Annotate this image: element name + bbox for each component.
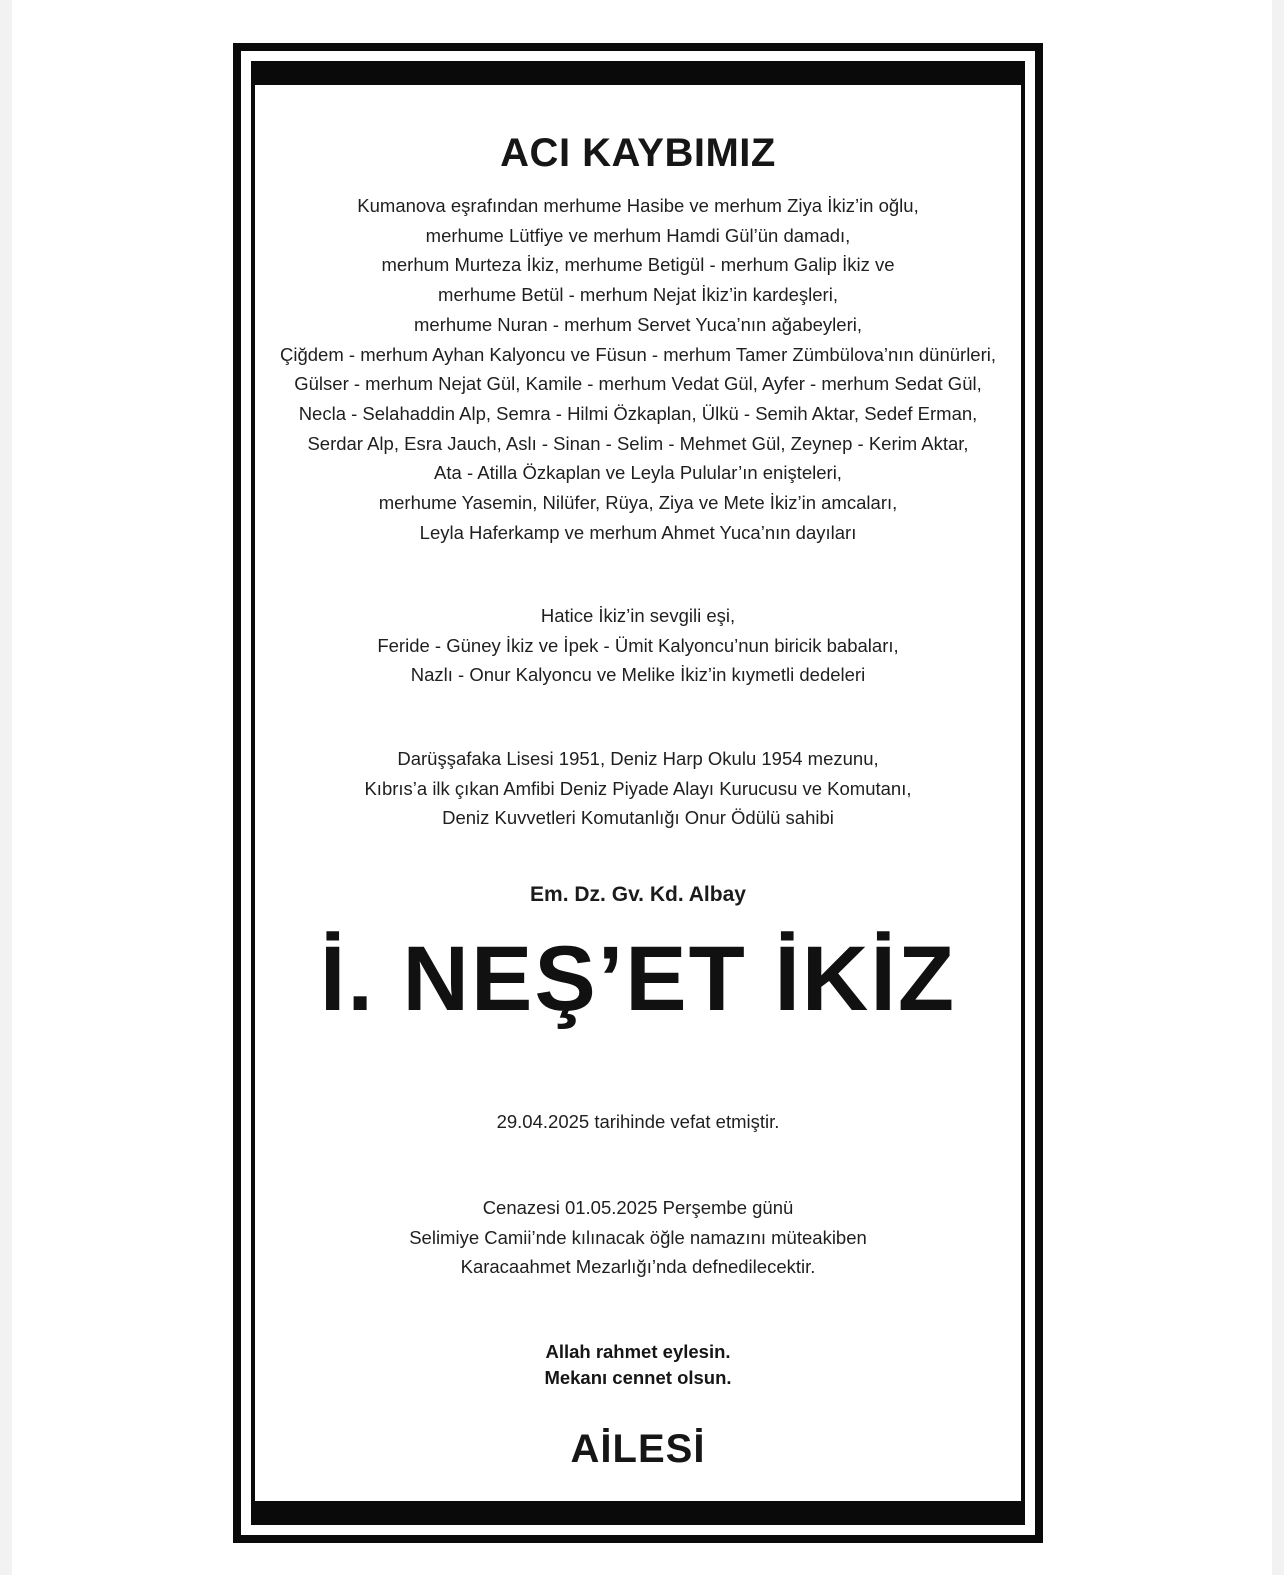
- funeral-line: Karacaahmet Mezarlığı’nda defnedilecektir.: [460, 1256, 816, 1278]
- relatives-line: Ata - Atilla Özkaplan ve Leyla Pulular’ın enişteleri,: [434, 462, 842, 484]
- blessing-line: Mekanı cennet olsun.: [544, 1367, 732, 1388]
- career-line: Darüşşafaka Lisesi 1951, Deniz Harp Okulu 1954 mezunu,: [397, 748, 879, 769]
- career-paragraph: [255, 744, 1021, 833]
- frame-white-band: [241, 51, 1035, 1535]
- relatives-line: Çiğdem - merhum Ayhan Kalyoncu ve Füsun - merhum Tamer Zümbülova’nın dünürleri,: [280, 343, 996, 365]
- relatives-line: Necla - Selahaddin Alp, Semra - Hilmi Özkaplan, Ülkü - Semih Aktar, Sedef Erman,: [298, 402, 978, 424]
- deceased-name: İ. NEŞ’ET İKİZ: [319, 928, 957, 1030]
- family-signature: AİLESİ: [570, 1427, 706, 1471]
- family-paragraph: [255, 601, 1021, 690]
- family-line: Nazlı - Onur Kalyoncu ve Melike İkiz’in kıymetli dedeleri: [410, 664, 866, 686]
- funeral-line: Cenazesi 01.05.2025 Perşembe günü: [482, 1197, 794, 1218]
- relatives-line: merhume Lütfiye ve merhum Hamdi Gül’ün damadı,: [425, 224, 851, 246]
- funeral-line: Selimiye Camii’nde kılınacak öğle namazını müteakiben: [409, 1226, 867, 1248]
- career-line: Deniz Kuvvetleri Komutanlığı Onur Ödülü sahibi: [442, 807, 834, 829]
- blessing: [255, 1339, 1021, 1391]
- obituary-inner-frame: [251, 61, 1025, 1525]
- obituary-outer-frame: [233, 43, 1043, 1543]
- funeral-paragraph: [255, 1193, 1021, 1282]
- headline: ACI KAYBIMIZ: [500, 131, 776, 175]
- relatives-line: Serdar Alp, Esra Jauch, Aslı - Sinan - Selim - Mehmet Gül, Zeynep - Kerim Aktar,: [307, 432, 969, 454]
- relatives-line: merhume Betül - merhum Nejat İkiz’in kardeşleri,: [438, 284, 838, 306]
- relatives-line: Leyla Haferkamp ve merhum Ahmet Yuca’nın dayıları: [419, 521, 857, 543]
- relatives-line: merhum Murteza İkiz, merhume Betigül - merhum Galip İkiz ve: [381, 254, 895, 276]
- family-line: Feride - Güney İkiz ve İpek - Ümit Kalyoncu’nun biricik babaları,: [377, 634, 899, 656]
- family-line: Hatice İkiz’in sevgili eşi,: [540, 605, 736, 626]
- death-date-notice: 29.04.2025 tarihinde vefat etmiştir.: [496, 1111, 780, 1132]
- relatives-line: merhume Nuran - merhum Servet Yuca’nın ağabeyleri,: [414, 313, 862, 335]
- relatives-line: Kumanova eşrafından merhume Hasibe ve merhum Ziya İkiz’in oğlu,: [357, 195, 919, 216]
- obituary-content: [255, 85, 1021, 1501]
- blessing-line: Allah rahmet eylesin.: [545, 1341, 731, 1362]
- relatives-line: Gülser - merhum Nejat Gül, Kamile - merhum Vedat Gül, Ayfer - merhum Sedat Gül,: [294, 373, 982, 395]
- relatives-paragraph: [255, 191, 1021, 547]
- career-line: Kıbrıs’a ilk çıkan Amfibi Deniz Piyade Alayı Kurucusu ve Komutanı,: [364, 777, 912, 799]
- military-rank: Em. Dz. Gv. Kd. Albay: [530, 883, 746, 906]
- relatives-line: merhume Yasemin, Nilüfer, Rüya, Ziya ve Mete İkiz’in amcaları,: [378, 492, 898, 514]
